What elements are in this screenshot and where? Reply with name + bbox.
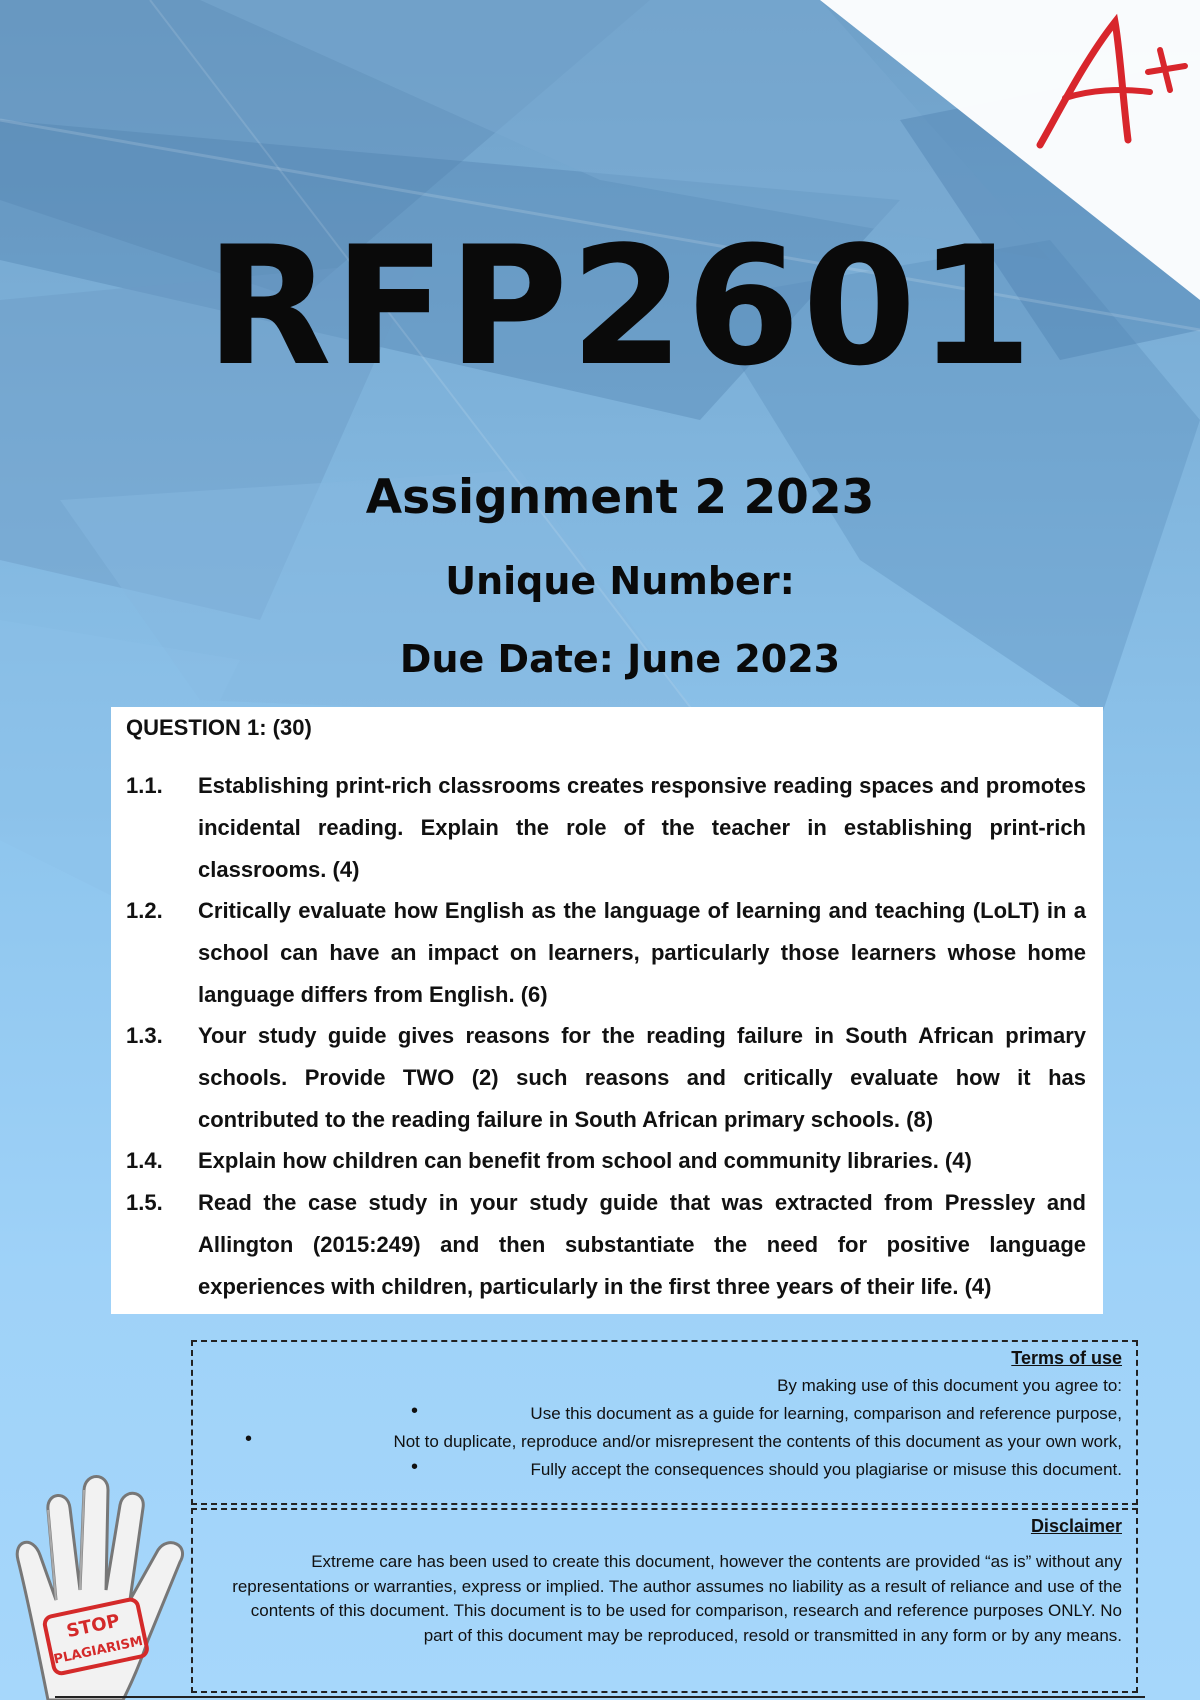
question-number: 1.4.	[126, 1148, 163, 1173]
terms-bullet: Not to duplicate, reproduce and/or misrepresent the contents of this document as your own work,	[393, 1432, 1122, 1451]
question-text: Read the case study in your study guide that was extracted from Pressley and Allington (2015:249) and then substantiate the need for positive language experiences with children, particularly in the first three years of their life. (4)	[198, 1190, 1086, 1299]
terms-bullet: Fully accept the consequences should you plagiarise or misuse this document.	[530, 1460, 1122, 1479]
question-text: Explain how children can benefit from school and community libraries. (4)	[198, 1148, 972, 1173]
question-number: 1.5.	[126, 1190, 163, 1215]
terms-of-use-box	[191, 1340, 1138, 1505]
bullet-icon: •	[411, 1400, 419, 1422]
stamp-line2: PLAGIARISM	[52, 1633, 145, 1668]
stop-plagiarism-hand-icon	[8, 1450, 238, 1700]
stamp-line1: STOP	[64, 1610, 122, 1643]
terms-title: Terms of use	[1011, 1348, 1122, 1368]
question-number: 1.2.	[126, 898, 163, 923]
question-number: 1.3.	[126, 1023, 163, 1048]
terms-bullet: Use this document as a guide for learning, comparison and reference purpose,	[530, 1404, 1122, 1423]
question-text: Your study guide gives reasons for the reading failure in South African primary schools. Provide TWO (2) such reasons and critically evaluate how it has contributed to the reading failure in South African primary schools. (8)	[198, 1023, 1086, 1132]
disclaimer-text: Extreme care has been used to create this document, however the contents are provided “as is” without any representations or warranties, express or implied. The author assumes no liability as a result of reliance and use of the contents of this document. This document is to be used for comparison, research and reference purposes ONLY. No part of this document may be reproduced, resold or transmitted in any form or by any means.	[232, 1552, 1122, 1645]
question-text: Establishing print-rich classrooms creates responsive reading spaces and promotes incidental reading. Explain the role of the teacher in establishing print-rich classrooms. (4)	[198, 773, 1086, 882]
question-number: 1.1.	[126, 773, 163, 798]
disclaimer-title: Disclaimer	[1030, 1516, 1122, 1536]
grade-mark-icon	[1020, 10, 1200, 160]
questions-box	[111, 707, 1103, 1314]
due-date: Due Date: June 2023	[399, 637, 841, 681]
disclaimer-box	[191, 1508, 1138, 1693]
course-code: RFP2601	[205, 211, 1035, 402]
question-text: Critically evaluate how English as the language of learning and teaching (LoLT) in a school can have an impact on learners, particularly those learners whose home language differs from English. (6)	[198, 898, 1086, 1007]
terms-intro: By making use of this document you agree to:	[777, 1376, 1122, 1395]
bullet-icon: •	[245, 1428, 253, 1450]
bottom-rule	[55, 1696, 1145, 1698]
question-heading: QUESTION 1: (30)	[126, 715, 312, 740]
assignment-title: Assignment 2 2023	[365, 470, 875, 525]
bullet-icon: •	[411, 1456, 419, 1478]
unique-number: Unique Number:	[445, 559, 795, 603]
